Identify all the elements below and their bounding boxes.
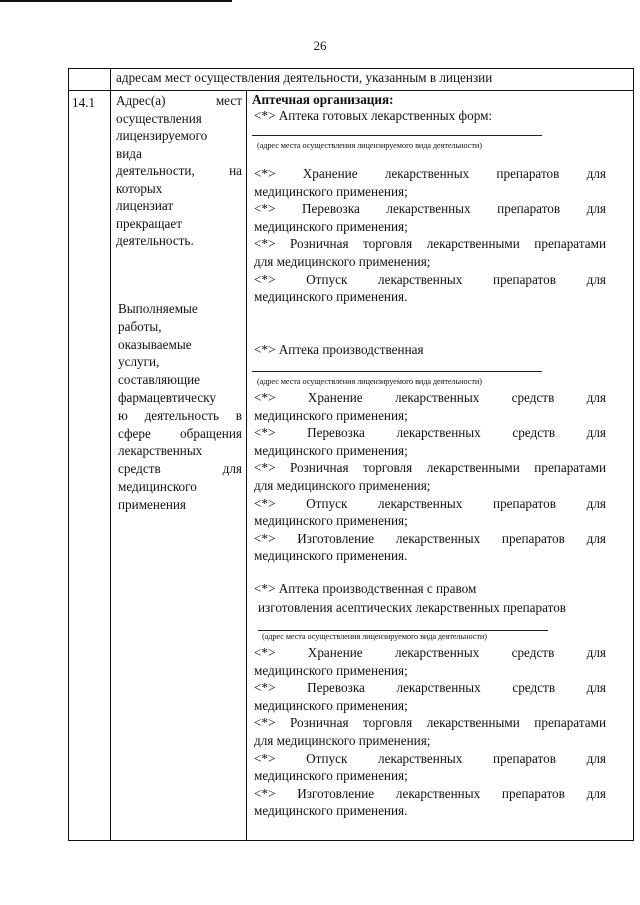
section-title-cont: изготовления асептических лекарственных препаратов (258, 600, 567, 615)
services-label-line: лекарственных (118, 443, 203, 459)
services-label-line: средств для (118, 461, 242, 477)
section-title: <*> Аптека готовых лекарственных форм: (254, 108, 493, 123)
activity-item-cont: медицинского применения. (254, 803, 408, 819)
left-label-line: которых (116, 180, 163, 196)
activity-item: <*> Перевозка лекарственных средств для (254, 425, 606, 441)
address-blank-line (252, 371, 542, 372)
section-title: <*> Аптека производственная (254, 342, 424, 357)
activity-item: <*> Изготовление лекарственных препаратов для (254, 785, 606, 801)
activity-item: <*> Розничная торговля лекарственными препаратами (254, 460, 606, 476)
activity-item: <*> Перевозка лекарственных средств для (254, 680, 606, 696)
services-label-line: работы, (118, 318, 162, 334)
activity-item: <*> Отпуск лекарственных препаратов для (254, 495, 606, 511)
services-label-line: Выполняемые (118, 301, 198, 316)
services-label-line: сфере обращения (118, 425, 242, 441)
activity-item-cont: медицинского применения; (254, 218, 408, 234)
activity-item-cont: медицинского применения. (254, 548, 408, 564)
activity-item: <*> Розничная торговля лекарственными препаратами (254, 236, 606, 252)
section-title: <*> Аптека производственная с правом (254, 581, 477, 596)
table-left-border (68, 68, 69, 841)
address-caption: (адрес места осуществления лицензируемого вида деятельности) (262, 632, 487, 641)
activity-item-cont: для медицинского применения; (254, 254, 431, 269)
table-bottom-border (68, 840, 634, 841)
continuation-row-text: адресам мест осуществления деятельности, указанным в лицензии (116, 70, 493, 85)
activity-item: <*> Отпуск лекарственных препаратов для (254, 271, 606, 287)
services-label-line: оказываемые (118, 336, 192, 352)
left-label-line: лицензиат (116, 198, 174, 213)
services-label-line: применения (118, 496, 186, 512)
header-rule (0, 0, 232, 2)
services-label-line: услуги, (118, 354, 160, 370)
services-label-line: составляющие (118, 372, 201, 388)
services-label-line: фармацевтическу (118, 390, 217, 405)
activity-item-cont: медицинского применения; (254, 407, 408, 423)
activity-item: <*> Перевозка лекарственных препаратов для (254, 201, 606, 217)
services-label-line: ю деятельность в (118, 407, 242, 423)
activity-item-cont: для медицинского применения; (254, 733, 431, 748)
activity-item: <*> Розничная торговля лекарственными препаратами (254, 715, 606, 731)
activity-item-cont: медицинского применения; (254, 513, 408, 529)
org-heading: Аптечная организация: (252, 92, 394, 107)
left-label-line: вида (116, 145, 142, 161)
left-label-line: деятельность. (116, 233, 194, 248)
activity-item: <*> Хранение лекарственных средств для (254, 390, 606, 405)
address-blank-line (258, 630, 548, 631)
activity-item: <*> Отпуск лекарственных препаратов для (254, 750, 606, 766)
page-number: 26 (313, 38, 327, 53)
activity-item-cont: медицинского применения; (254, 662, 408, 678)
left-label-line: деятельности, на (116, 163, 242, 178)
address-caption: (адрес места осуществления лицензируемого вида деятельности) (257, 141, 482, 150)
activity-item-cont: медицинского применения. (254, 289, 408, 305)
table-right-border (633, 68, 634, 841)
activity-item-cont: для медицинского применения; (254, 478, 431, 493)
activity-item-cont: медицинского применения; (254, 442, 408, 458)
activity-item-cont: медицинского применения; (254, 183, 408, 199)
table-top-border (68, 68, 634, 69)
col-divider-2 (246, 90, 247, 841)
services-label-line: медицинского (118, 479, 197, 494)
activity-item: <*> Хранение лекарственных препаратов для (254, 166, 606, 181)
address-blank-line (252, 135, 542, 136)
left-label-line: Адрес(а) мест (116, 93, 242, 108)
left-label-line: прекращает (116, 215, 182, 231)
activity-item: <*> Хранение лекарственных средств для (254, 645, 606, 660)
address-caption: (адрес места осуществления лицензируемого вида деятельности) (257, 377, 482, 386)
row-number: 14.1 (72, 95, 96, 110)
col-divider-1 (110, 68, 111, 841)
activity-item-cont: медицинского применения; (254, 697, 408, 713)
left-label-line: осуществления (116, 110, 202, 126)
activity-item: <*> Изготовление лекарственных препаратов для (254, 530, 606, 546)
activity-item-cont: медицинского применения; (254, 768, 408, 784)
left-label-line: лицензируемого (116, 128, 208, 143)
